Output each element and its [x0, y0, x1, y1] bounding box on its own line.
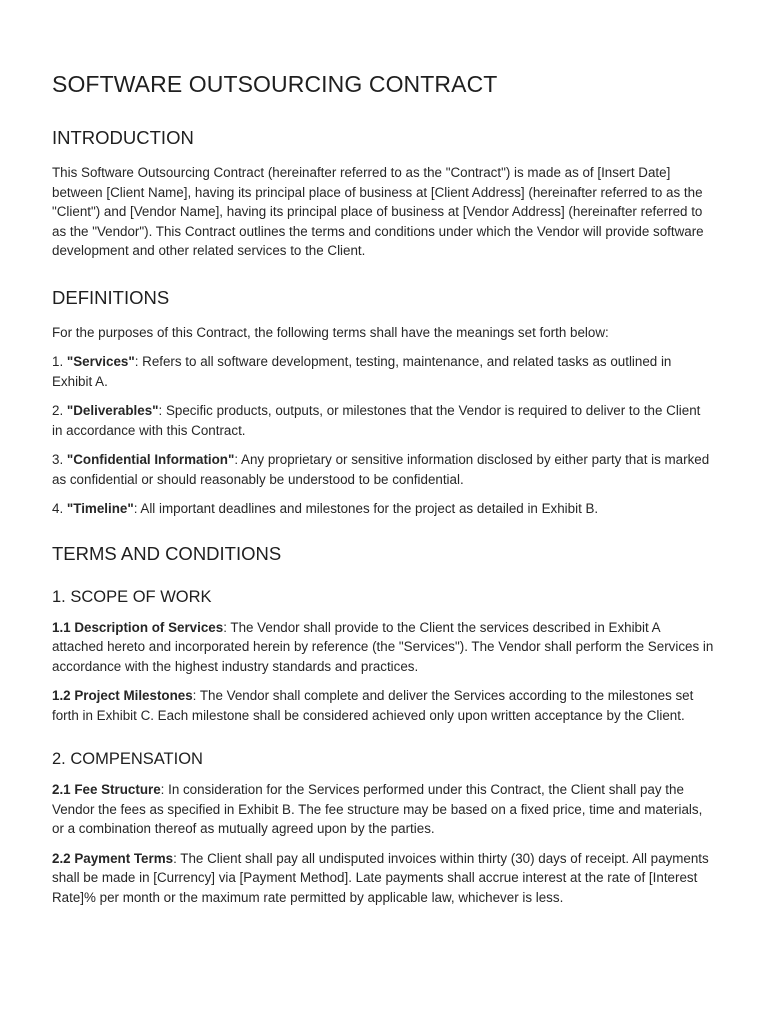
clause — [52, 686, 714, 725]
clause-label: 2.2 Payment Terms — [52, 850, 174, 866]
clause — [52, 618, 714, 677]
clause-text: : The Vendor shall complete and deliver the Services according to the milestones set forth in Exhibit C. Each milestone shall be considered achieved only upon written acceptance by the Client. — [52, 688, 694, 723]
definition-text: : Refers to all software development, testing, maintenance, and related tasks as outlined in Exhibit A. — [52, 354, 672, 389]
definition-item — [52, 352, 714, 391]
clause-text: : In consideration for the Services performed under this Contract, the Client shall pay the Vendor the fees as specified in Exhibit B. The fee structure may be based on a fixed price, time and materials, or a combination thereof as mutually agreed upon by the parties. — [52, 782, 703, 836]
clause — [52, 780, 714, 839]
compensation-section — [52, 747, 714, 907]
definitions-intro: For the purposes of this Contract, the following terms shall have the meanings set forth below: — [52, 324, 609, 340]
definition-item — [52, 499, 714, 519]
definition-number: 1. — [52, 354, 64, 369]
definition-number: 4. — [52, 501, 64, 516]
clause-text: : The Client shall pay all undisputed invoices within thirty (30) days of receipt. All payments shall be made in [Currency] via [Payment Method]. Late payments shall accrue interest at the rate of [Interest Rate]% per month or the maximum rate permitted by applicable law, whichever is less. — [52, 850, 709, 905]
definition-term: "Timeline" — [66, 501, 134, 516]
definitions-heading: DEFINITIONS — [52, 286, 170, 308]
definition-number: 3. — [52, 452, 64, 467]
section-heading: 1. SCOPE OF WORK — [52, 587, 212, 606]
definition-text: : Specific products, outputs, or milestones that the Vendor is required to deliver to the Client in accordance with this Contract. — [52, 403, 701, 438]
section-heading: 2. COMPENSATION — [52, 750, 203, 768]
terms-section — [52, 541, 714, 908]
clause-label: 1.1 Description of Services — [52, 619, 224, 635]
clause-label: 2.1 Fee Structure — [52, 782, 161, 797]
introduction-paragraph: This Software Outsourcing Contract (hereinafter referred to as the "Contract") is made as of [Insert Date] between [Client Name], having its principal place of business at [Client Address] (hereinafter referred to as the "Client") and [Vendor Name], having its principal place of business at [Vendor Address] (hereinafter referred to as the "Vendor"). This Contract outlines the terms and conditions under which the Vendor will provide software development and other related services to the Client. — [52, 165, 704, 258]
clause — [52, 849, 714, 908]
definition-term: "Deliverables" — [66, 403, 159, 418]
terms-heading: TERMS AND CONDITIONS — [52, 542, 282, 564]
definition-item — [52, 401, 714, 440]
definition-number: 2. — [52, 403, 64, 418]
definitions-section — [52, 285, 714, 519]
clause-label: 1.2 Project Milestones — [52, 688, 193, 703]
scope-of-work-section — [52, 585, 714, 726]
definition-item — [52, 450, 714, 489]
definition-text: : Any proprietary or sensitive information disclosed by either party that is marked as confidential or should reasonably be understood to be confidential. — [52, 452, 710, 487]
definition-term: "Confidential Information" — [66, 452, 235, 467]
definition-term: "Services" — [66, 354, 135, 369]
definition-text: : All important deadlines and milestones for the project as detailed in Exhibit B. — [133, 501, 599, 516]
clause-text: : The Vendor shall provide to the Client the services described in Exhibit A attached hereto and incorporated herein by reference (the "Services"). The Vendor shall perform the Services in accordance with the highest industry standards and practices. — [52, 619, 714, 674]
introduction-heading: INTRODUCTION — [52, 127, 194, 148]
introduction-section — [52, 125, 714, 261]
document-title: SOFTWARE OUTSOURCING CONTRACT — [52, 71, 498, 97]
